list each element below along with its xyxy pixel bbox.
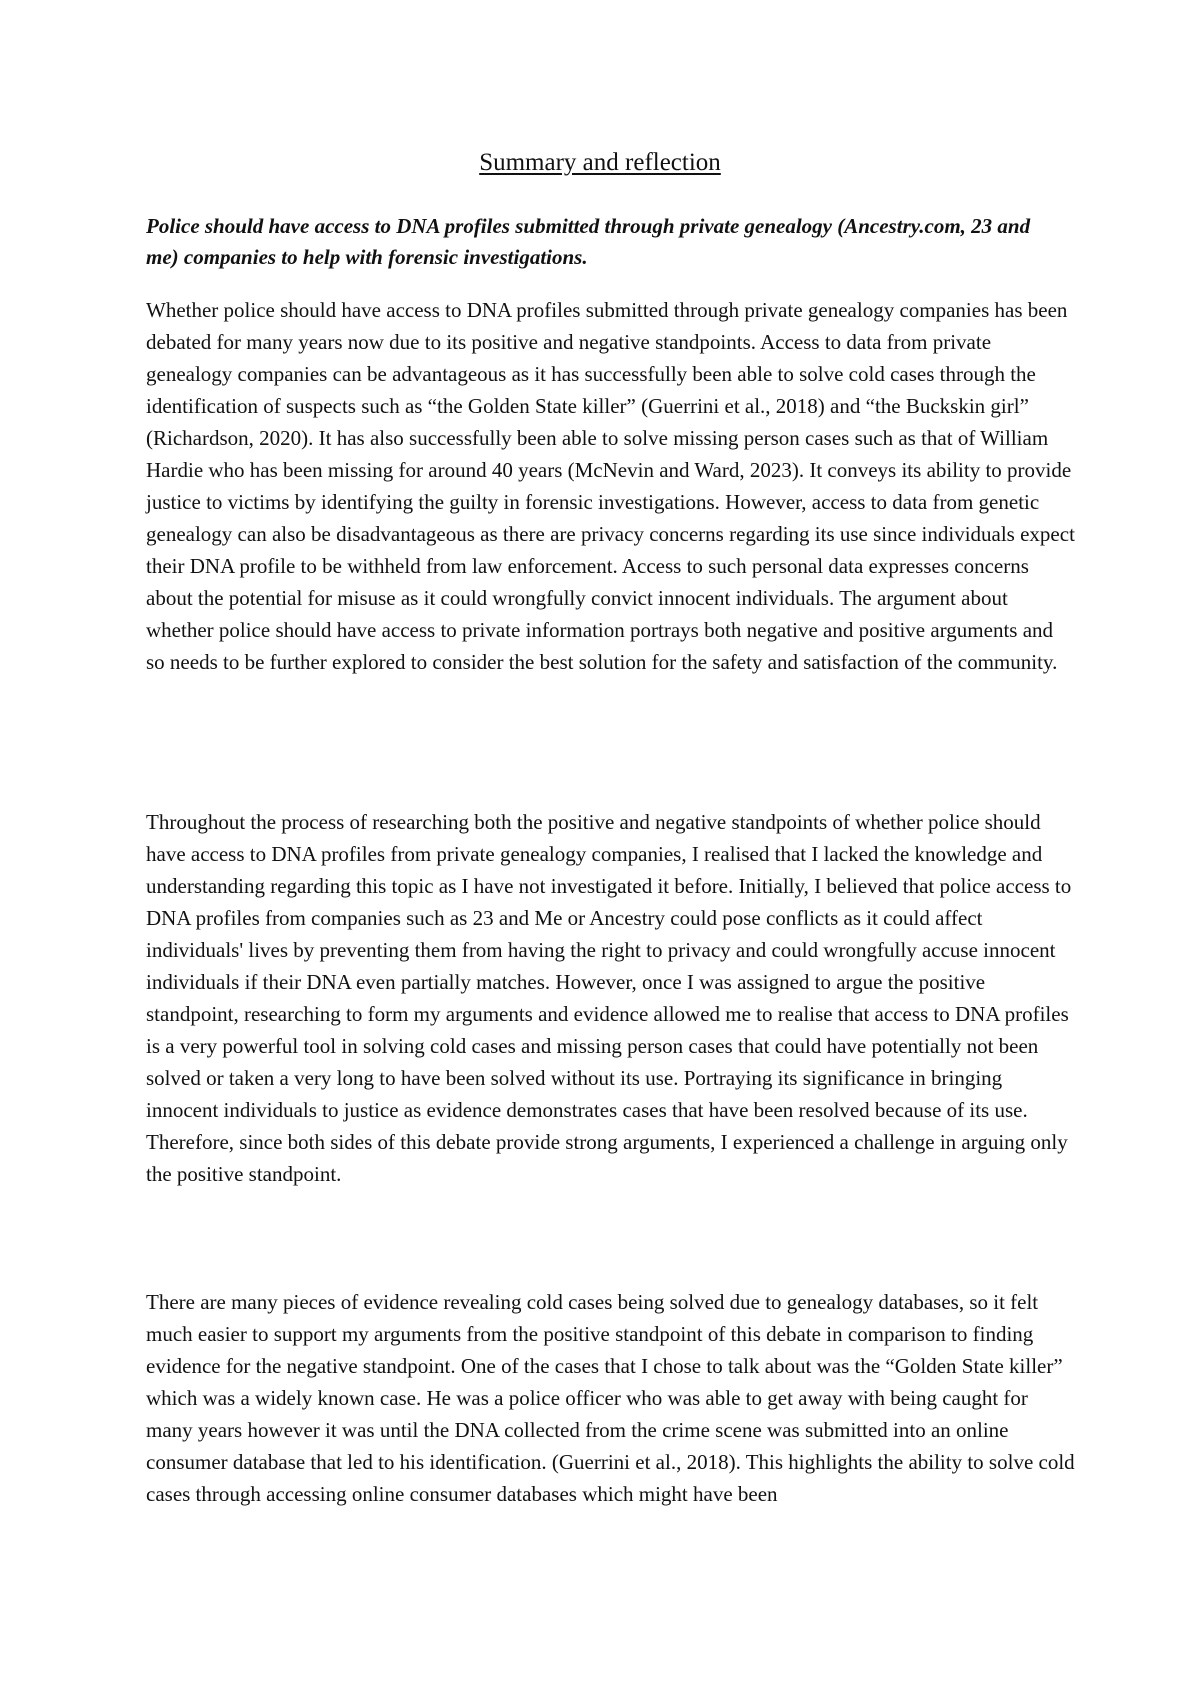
paragraph-reflection: Throughout the process of researching both the positive and negative standpoints of whether police should have access to DNA profiles from private genealogy companies, I realised that I lacked the knowledge and understanding regarding this topic as I have not investigated it before. Initially, I believed that police access to DNA profiles from companies such as 23 and Me or Ancestry could pose conflicts as it could affect individuals' lives by preventing them from having the right to privacy and could wrongfully accuse innocent individuals if their DNA even partially matches. However, once I was assigned to argue the positive standpoint, researching to form my arguments and evidence allowed me to realise that access to DNA profiles is a very powerful tool in solving cold cases and missing person cases that could have potentially not been solved or taken a very long to have been solved without its use. Portraying its significance in bringing innocent individuals to justice as evidence demonstrates cases that have been resolved because of its use. Therefore, since both sides of this debate provide strong arguments, I experienced a challenge in arguing only the positive standpoint. xyxy=(146,810,1072,1186)
paragraph-summary: Whether police should have access to DNA profiles submitted through private genealogy companies has been debated for many years now due to its positive and negative standpoints. Access to data from private genealogy companies can be advantageous as it has successfully been able to solve cold cases through the identification of suspects such as “the Golden State killer” (Guerrini et al., 2018) and “the Buckskin girl” (Richardson, 2020). It has also successfully been able to solve missing person cases such as that of William Hardie who has been missing for around 40 years (McNevin and Ward, 2023). It conveys its ability to provide justice to victims by identifying the guilty in forensic investigations. However, access to data from genetic genealogy can also be disadvantageous as there are privacy concerns regarding its use since individuals expect their DNA profile to be withheld from law enforcement. Access to such personal data expresses concerns about the potential for misuse as it could wrongfully convict innocent individuals. The argument about whether police should have access to private information portrays both negative and positive arguments and so needs to be further explored to consider the best solution for the safety and satisfaction of the community. xyxy=(146,298,1075,674)
page-title: Summary and reflection xyxy=(479,149,721,176)
paragraph-evidence: There are many pieces of evidence revealing cold cases being solved due to genealogy databases, so it felt much easier to support my arguments from the positive standpoint of this debate in comparison to finding evidence for the negative standpoint. One of the cases that I chose to talk about was the “Golden State killer” which was a widely known case. He was a police officer who was able to get away with being caught for many years however it was until the DNA collected from the crime scene was submitted into an online consumer database that led to his identification. (Guerrini et al., 2018). This highlights the ability to solve cold cases through accessing online consumer databases which might have been xyxy=(146,1290,1075,1506)
essay-question: Police should have access to DNA profiles submitted through private genealogy (Ancestry.com, 23 and me) companies to help with forensic investigations. xyxy=(146,214,1031,269)
